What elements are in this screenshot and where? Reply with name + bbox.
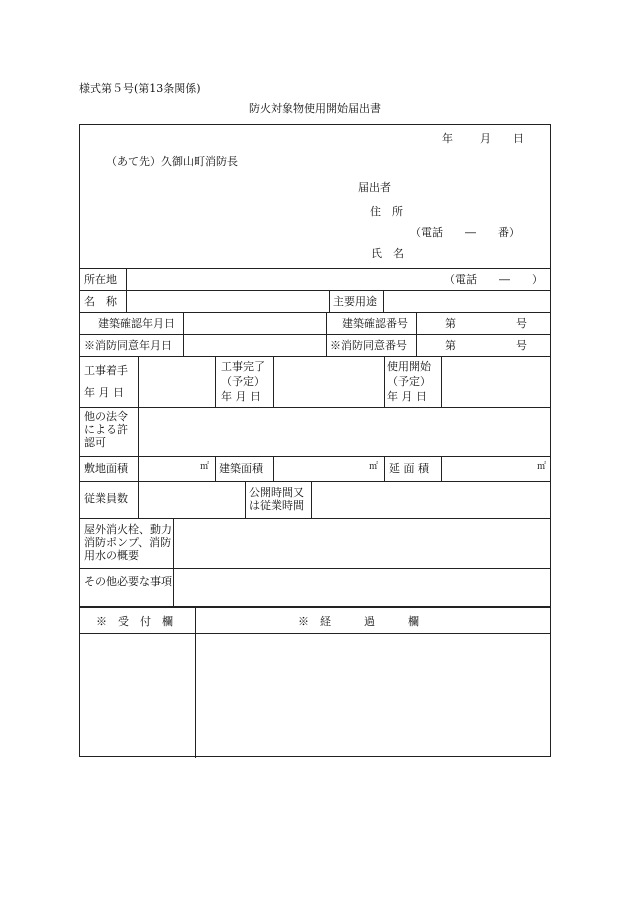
name-label: 氏 名 bbox=[371, 247, 404, 260]
divider bbox=[195, 606, 196, 758]
divider bbox=[273, 356, 274, 407]
location-phone-label: （電話 ― ） bbox=[444, 273, 543, 286]
divider bbox=[215, 456, 216, 481]
reception-column-label: ※ 受 付 欄 bbox=[96, 615, 173, 628]
divider bbox=[138, 481, 139, 518]
fire-consent-number-label: ※消防同意番号 bbox=[330, 339, 407, 352]
form-number: 様式第５号(第13条関係) bbox=[79, 82, 201, 95]
fire-consent-date-label: ※消防同意年月日 bbox=[84, 339, 172, 352]
divider bbox=[384, 356, 385, 407]
main-use-label: 主要用途 bbox=[333, 295, 377, 308]
other-matters-label: その他必要な事項 bbox=[84, 575, 172, 588]
use-start-scheduled: （予定） bbox=[387, 375, 431, 388]
site-area-label: 敷地面積 bbox=[84, 462, 128, 475]
divider bbox=[80, 334, 550, 335]
page-title: 防火対象物使用開始届出書 bbox=[249, 102, 381, 115]
floor-area-label: 延 面 積 bbox=[389, 462, 429, 475]
divider bbox=[138, 407, 139, 456]
divider bbox=[80, 518, 550, 519]
fire-equipment-label: 屋外消火栓、動力消防ポンプ、消防用水の概要 bbox=[84, 523, 172, 562]
date-day-label: 日 bbox=[513, 132, 524, 145]
building-area-label: 建築面積 bbox=[219, 462, 263, 475]
building-confirmation-go: 号 bbox=[516, 317, 527, 330]
divider bbox=[384, 456, 385, 481]
divider bbox=[80, 633, 550, 634]
divider bbox=[126, 290, 127, 312]
notifier-label: 届出者 bbox=[358, 181, 391, 194]
divider bbox=[126, 268, 127, 290]
divider bbox=[215, 356, 216, 407]
divider bbox=[183, 312, 184, 356]
divider bbox=[416, 312, 417, 356]
facility-name-label: 名 称 bbox=[84, 295, 117, 308]
divider bbox=[80, 606, 550, 608]
divider bbox=[326, 312, 327, 356]
date-year-label: 年 bbox=[442, 132, 453, 145]
divider bbox=[173, 518, 174, 568]
divider bbox=[80, 356, 550, 357]
progress-column-label: ※ 経 過 欄 bbox=[298, 615, 419, 628]
building-area-unit: ㎡ bbox=[369, 462, 379, 472]
divider bbox=[80, 312, 550, 313]
notification-form bbox=[79, 124, 551, 757]
construction-end-scheduled: （予定） bbox=[221, 375, 265, 388]
construction-end-ymd: 年 月 日 bbox=[221, 390, 261, 403]
other-law-permit-label: 他の法令による許認可 bbox=[84, 410, 128, 449]
divider bbox=[173, 568, 174, 606]
employees-label: 従業員数 bbox=[84, 492, 128, 505]
divider bbox=[273, 456, 274, 481]
divider bbox=[329, 290, 330, 312]
building-confirmation-number-label: 建築確認番号 bbox=[342, 317, 408, 330]
building-confirmation-dai: 第 bbox=[445, 317, 456, 330]
address-label: 住 所 bbox=[370, 205, 403, 218]
divider bbox=[441, 356, 442, 407]
open-hours-label: 公開時間又は従業時間 bbox=[249, 486, 304, 512]
divider bbox=[441, 456, 442, 481]
divider bbox=[80, 407, 550, 408]
divider bbox=[138, 356, 139, 407]
construction-start-ymd: 年 月 日 bbox=[84, 386, 124, 399]
divider bbox=[383, 290, 384, 312]
location-label: 所在地 bbox=[84, 273, 117, 286]
divider bbox=[311, 481, 312, 518]
divider bbox=[80, 568, 550, 569]
divider bbox=[80, 481, 550, 482]
phone-label: （電話 ― 番） bbox=[410, 226, 520, 239]
divider bbox=[245, 481, 246, 518]
divider bbox=[80, 268, 550, 269]
divider bbox=[80, 456, 550, 457]
site-area-unit: ㎡ bbox=[200, 462, 210, 472]
addressee: （あて先）久御山町消防長 bbox=[106, 155, 238, 168]
building-confirmation-date-label: 建築確認年月日 bbox=[98, 317, 175, 330]
construction-start-label: 工事着手 bbox=[84, 364, 128, 377]
fire-consent-go: 号 bbox=[516, 339, 527, 352]
divider bbox=[80, 290, 550, 291]
use-start-label: 使用開始 bbox=[387, 360, 431, 373]
divider bbox=[138, 456, 139, 481]
use-start-ymd: 年 月 日 bbox=[387, 390, 427, 403]
date-month-label: 月 bbox=[480, 132, 491, 145]
construction-end-label: 工事完了 bbox=[221, 360, 265, 373]
fire-consent-dai: 第 bbox=[445, 339, 456, 352]
floor-area-unit: ㎡ bbox=[537, 462, 547, 472]
